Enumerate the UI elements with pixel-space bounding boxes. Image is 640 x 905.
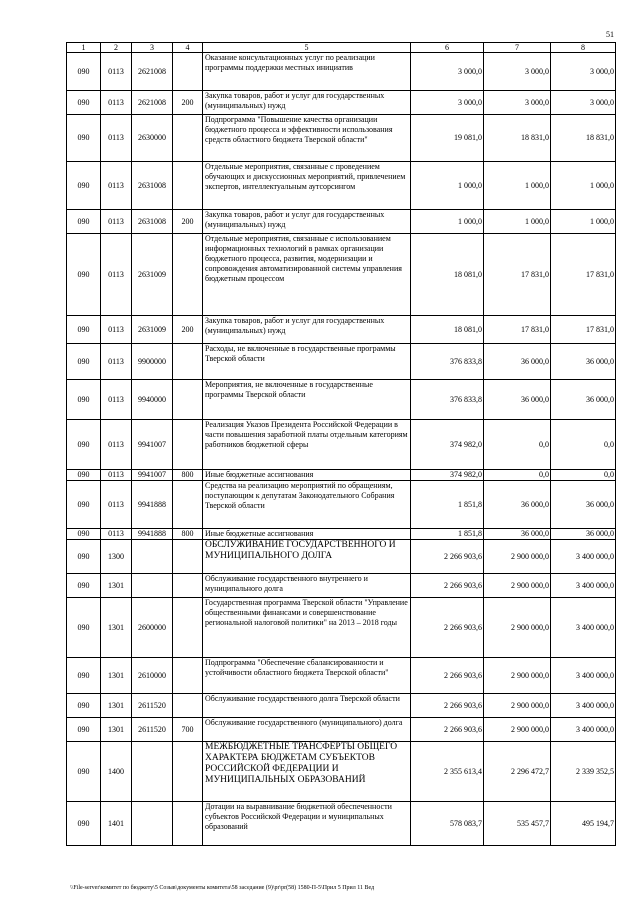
cell-expense-type: 700 — [173, 718, 203, 742]
cell-ministry-code: 090 — [67, 91, 101, 115]
header-cell: 5 — [203, 43, 411, 53]
cell-description: Иные бюджетные ассигнования — [203, 529, 411, 540]
cell-section-code: 0113 — [101, 420, 132, 470]
cell-amount-col8: 0,0 — [551, 420, 616, 470]
cell-expense-type — [173, 53, 203, 91]
cell-amount-col8: 1 000,0 — [551, 162, 616, 210]
cell-amount-col8: 36 000,0 — [551, 529, 616, 540]
cell-expense-type: 200 — [173, 210, 203, 234]
cell-target-code: 9900000 — [132, 344, 173, 380]
cell-amount-col8: 36 000,0 — [551, 380, 616, 420]
cell-section-code: 0113 — [101, 470, 132, 481]
cell-target-code: 2621008 — [132, 91, 173, 115]
cell-amount-col8: 0,0 — [551, 470, 616, 481]
file-path-footer: \\File-server\комитет по бюджету\5 Созыв\документы комитета\58 заседание (9)\pr\pr(58) 1580-П-5\Прил 5 Прил 11 Вед — [70, 885, 375, 891]
cell-amount-col6: 376 833,8 — [411, 344, 484, 380]
cell-expense-type — [173, 115, 203, 162]
cell-ministry-code: 090 — [67, 344, 101, 380]
cell-amount-col7: 535 457,7 — [484, 802, 551, 846]
header-row — [67, 43, 616, 53]
cell-description: МЕЖБЮДЖЕТНЫЕ ТРАНСФЕРТЫ ОБЩЕГО ХАРАКТЕРА БЮДЖЕТАМ СУБЪЕКТОВ РОССИЙСКОЙ ФЕДЕРАЦИИ И МУНИЦИПАЛЬНЫХ ОБРАЗОВАНИЙ — [203, 742, 411, 802]
cell-description: Подпрограмма "Обеспечение сбалансированности и устойчивости областного бюджета Тверской области" — [203, 658, 411, 694]
cell-expense-type — [173, 540, 203, 574]
cell-ministry-code: 090 — [67, 234, 101, 316]
cell-ministry-code: 090 — [67, 529, 101, 540]
page-number: 51 — [606, 30, 614, 39]
cell-expense-type: 200 — [173, 316, 203, 344]
cell-ministry-code: 090 — [67, 718, 101, 742]
table-row — [67, 344, 616, 380]
cell-amount-col7: 1 000,0 — [484, 162, 551, 210]
cell-target-code: 2611520 — [132, 718, 173, 742]
cell-section-code: 0113 — [101, 344, 132, 380]
cell-ministry-code: 090 — [67, 470, 101, 481]
table-row — [67, 658, 616, 694]
cell-amount-col6: 19 081,0 — [411, 115, 484, 162]
cell-amount-col8: 3 400 000,0 — [551, 598, 616, 658]
cell-amount-col7: 36 000,0 — [484, 344, 551, 380]
cell-amount-col6: 2 266 903,6 — [411, 694, 484, 718]
cell-ministry-code: 090 — [67, 162, 101, 210]
cell-expense-type — [173, 481, 203, 529]
cell-amount-col7: 18 831,0 — [484, 115, 551, 162]
cell-target-code: 2611520 — [132, 694, 173, 718]
table-row — [67, 574, 616, 598]
table-row — [67, 529, 616, 540]
table-row — [67, 802, 616, 846]
table-row — [67, 91, 616, 115]
cell-amount-col8: 17 831,0 — [551, 316, 616, 344]
cell-target-code — [132, 742, 173, 802]
cell-section-code: 1301 — [101, 598, 132, 658]
cell-amount-col6: 2 266 903,6 — [411, 540, 484, 574]
cell-amount-col8: 3 400 000,0 — [551, 574, 616, 598]
cell-amount-col7: 2 900 000,0 — [484, 574, 551, 598]
cell-amount-col8: 36 000,0 — [551, 344, 616, 380]
cell-expense-type — [173, 234, 203, 316]
cell-expense-type — [173, 694, 203, 718]
table-row — [67, 598, 616, 658]
cell-amount-col6: 2 266 903,6 — [411, 574, 484, 598]
cell-ministry-code: 090 — [67, 53, 101, 91]
cell-description: Реализация Указов Президента Российской Федерации в части повышения заработной платы отдельным категориям работников бюджетной сферы — [203, 420, 411, 470]
cell-expense-type — [173, 742, 203, 802]
cell-amount-col7: 3 000,0 — [484, 53, 551, 91]
table-row — [67, 210, 616, 234]
cell-description: Оказание консультационных услуг по реализации программы поддержки местных инициатив — [203, 53, 411, 91]
cell-description: Закупка товаров, работ и услуг для государственных (муниципальных) нужд — [203, 316, 411, 344]
table-row — [67, 420, 616, 470]
table-row — [67, 718, 616, 742]
cell-amount-col8: 36 000,0 — [551, 481, 616, 529]
cell-section-code: 0113 — [101, 316, 132, 344]
cell-target-code: 2621008 — [132, 53, 173, 91]
cell-section-code: 0113 — [101, 234, 132, 316]
cell-amount-col6: 18 081,0 — [411, 234, 484, 316]
table-row — [67, 162, 616, 210]
cell-amount-col6: 374 982,0 — [411, 470, 484, 481]
cell-amount-col7: 2 900 000,0 — [484, 540, 551, 574]
cell-ministry-code: 090 — [67, 574, 101, 598]
cell-expense-type — [173, 380, 203, 420]
cell-amount-col6: 376 833,8 — [411, 380, 484, 420]
cell-section-code: 0113 — [101, 162, 132, 210]
header-cell: 1 — [67, 43, 101, 53]
table-row — [67, 540, 616, 574]
table-row — [67, 115, 616, 162]
cell-target-code: 9941007 — [132, 470, 173, 481]
cell-description: Мероприятия, не включенные в государственные программы Тверской области — [203, 380, 411, 420]
cell-amount-col7: 2 296 472,7 — [484, 742, 551, 802]
budget-table — [66, 42, 616, 846]
cell-amount-col6: 2 355 613,4 — [411, 742, 484, 802]
cell-amount-col6: 2 266 903,6 — [411, 598, 484, 658]
cell-amount-col8: 3 000,0 — [551, 53, 616, 91]
cell-amount-col6: 18 081,0 — [411, 316, 484, 344]
cell-section-code: 1300 — [101, 540, 132, 574]
cell-section-code: 0113 — [101, 210, 132, 234]
cell-amount-col7: 3 000,0 — [484, 91, 551, 115]
cell-amount-col7: 17 831,0 — [484, 234, 551, 316]
cell-description: Закупка товаров, работ и услуг для государственных (муниципальных) нужд — [203, 91, 411, 115]
table-row — [67, 53, 616, 91]
header-cell: 7 — [484, 43, 551, 53]
cell-amount-col7: 17 831,0 — [484, 316, 551, 344]
cell-amount-col6: 374 982,0 — [411, 420, 484, 470]
cell-target-code: 2630000 — [132, 115, 173, 162]
cell-amount-col7: 1 000,0 — [484, 210, 551, 234]
cell-section-code: 1400 — [101, 742, 132, 802]
cell-ministry-code: 090 — [67, 210, 101, 234]
cell-amount-col7: 36 000,0 — [484, 529, 551, 540]
cell-amount-col6: 3 000,0 — [411, 53, 484, 91]
cell-amount-col8: 2 339 352,5 — [551, 742, 616, 802]
cell-section-code: 0113 — [101, 380, 132, 420]
cell-section-code: 0113 — [101, 91, 132, 115]
cell-amount-col8: 3 400 000,0 — [551, 658, 616, 694]
cell-target-code: 2610000 — [132, 658, 173, 694]
cell-expense-type — [173, 658, 203, 694]
cell-amount-col7: 2 900 000,0 — [484, 598, 551, 658]
cell-amount-col8: 3 400 000,0 — [551, 718, 616, 742]
cell-amount-col8: 3 000,0 — [551, 91, 616, 115]
table-row — [67, 470, 616, 481]
cell-expense-type — [173, 420, 203, 470]
cell-description: ОБСЛУЖИВАНИЕ ГОСУДАРСТВЕННОГО И МУНИЦИПАЛЬНОГО ДОЛГА — [203, 540, 411, 574]
cell-section-code: 1301 — [101, 574, 132, 598]
cell-amount-col7: 2 900 000,0 — [484, 694, 551, 718]
cell-amount-col6: 1 000,0 — [411, 162, 484, 210]
cell-amount-col8: 495 194,7 — [551, 802, 616, 846]
table-row — [67, 742, 616, 802]
table-row — [67, 380, 616, 420]
cell-amount-col6: 1 851,8 — [411, 481, 484, 529]
header-cell: 8 — [551, 43, 616, 53]
cell-section-code: 0113 — [101, 53, 132, 91]
cell-description: Дотации на выравнивание бюджетной обеспеченности субъектов Российской Федерации и муниципальных образований — [203, 802, 411, 846]
cell-expense-type — [173, 802, 203, 846]
cell-ministry-code: 090 — [67, 420, 101, 470]
cell-target-code: 9941888 — [132, 481, 173, 529]
cell-amount-col6: 3 000,0 — [411, 91, 484, 115]
cell-description: Обслуживание государственного долга Тверской области — [203, 694, 411, 718]
cell-amount-col6: 2 266 903,6 — [411, 658, 484, 694]
cell-amount-col7: 2 900 000,0 — [484, 658, 551, 694]
cell-amount-col7: 36 000,0 — [484, 481, 551, 529]
cell-amount-col8: 3 400 000,0 — [551, 694, 616, 718]
cell-target-code: 2631009 — [132, 234, 173, 316]
cell-target-code: 2631009 — [132, 316, 173, 344]
cell-target-code — [132, 540, 173, 574]
cell-ministry-code: 090 — [67, 316, 101, 344]
cell-description: Отдельные мероприятия, связанные с проведением обучающих и дискуссионных мероприятий, привлечением экспертов, интеллектуальным аутсорсингом — [203, 162, 411, 210]
header-cell: 3 — [132, 43, 173, 53]
cell-description: Закупка товаров, работ и услуг для государственных (муниципальных) нужд — [203, 210, 411, 234]
cell-expense-type — [173, 598, 203, 658]
header-cell: 4 — [173, 43, 203, 53]
cell-expense-type: 200 — [173, 91, 203, 115]
cell-section-code: 0113 — [101, 481, 132, 529]
cell-description: Государственная программа Тверской области "Управление общественными финансами и совершенствование региональной налоговой политики" на 2013 – 2018 годы — [203, 598, 411, 658]
cell-description: Средства на реализацию мероприятий по обращениям, поступающим к депутатам Законодательного Собрания Тверской области — [203, 481, 411, 529]
cell-amount-col7: 36 000,0 — [484, 380, 551, 420]
cell-ministry-code: 090 — [67, 694, 101, 718]
cell-target-code: 9940000 — [132, 380, 173, 420]
cell-expense-type — [173, 162, 203, 210]
cell-amount-col6: 2 266 903,6 — [411, 718, 484, 742]
cell-section-code: 0113 — [101, 115, 132, 162]
cell-amount-col7: 0,0 — [484, 470, 551, 481]
cell-section-code: 1401 — [101, 802, 132, 846]
cell-expense-type: 800 — [173, 529, 203, 540]
cell-amount-col6: 1 851,8 — [411, 529, 484, 540]
cell-amount-col8: 3 400 000,0 — [551, 540, 616, 574]
cell-target-code: 2600000 — [132, 598, 173, 658]
cell-target-code: 2631008 — [132, 162, 173, 210]
cell-description: Отдельные мероприятия, связанные с использованием информационных технологий в рамках организации бюджетного процесса, развития, модернизации и сопровождения автоматизированной системы управления бюджетным процессом — [203, 234, 411, 316]
table-row — [67, 234, 616, 316]
cell-ministry-code: 090 — [67, 658, 101, 694]
cell-target-code: 2631008 — [132, 210, 173, 234]
cell-ministry-code: 090 — [67, 742, 101, 802]
cell-target-code: 9941007 — [132, 420, 173, 470]
cell-ministry-code: 090 — [67, 802, 101, 846]
cell-amount-col6: 578 083,7 — [411, 802, 484, 846]
cell-ministry-code: 090 — [67, 115, 101, 162]
cell-amount-col8: 18 831,0 — [551, 115, 616, 162]
cell-ministry-code: 090 — [67, 598, 101, 658]
cell-ministry-code: 090 — [67, 540, 101, 574]
cell-ministry-code: 090 — [67, 481, 101, 529]
cell-section-code: 0113 — [101, 529, 132, 540]
cell-expense-type: 800 — [173, 470, 203, 481]
cell-section-code: 1301 — [101, 658, 132, 694]
cell-description: Расходы, не включенные в государственные программы Тверской области — [203, 344, 411, 380]
header-cell: 6 — [411, 43, 484, 53]
cell-amount-col8: 1 000,0 — [551, 210, 616, 234]
cell-description: Обслуживание государственного (муниципального) долга — [203, 718, 411, 742]
header-cell: 2 — [101, 43, 132, 53]
cell-expense-type — [173, 574, 203, 598]
cell-amount-col7: 2 900 000,0 — [484, 718, 551, 742]
table-row — [67, 481, 616, 529]
table-row — [67, 694, 616, 718]
cell-target-code — [132, 802, 173, 846]
cell-section-code: 1301 — [101, 694, 132, 718]
cell-ministry-code: 090 — [67, 380, 101, 420]
cell-section-code: 1301 — [101, 718, 132, 742]
table-row — [67, 316, 616, 344]
cell-amount-col7: 0,0 — [484, 420, 551, 470]
cell-target-code — [132, 574, 173, 598]
cell-description: Иные бюджетные ассигнования — [203, 470, 411, 481]
cell-target-code: 9941888 — [132, 529, 173, 540]
cell-amount-col8: 17 831,0 — [551, 234, 616, 316]
cell-description: Обслуживание государственного внутреннего и муниципального долга — [203, 574, 411, 598]
cell-amount-col6: 1 000,0 — [411, 210, 484, 234]
cell-expense-type — [173, 344, 203, 380]
cell-description: Подпрограмма "Повышение качества организации бюджетного процесса и эффективности использования средств областного бюджета Тверской области" — [203, 115, 411, 162]
